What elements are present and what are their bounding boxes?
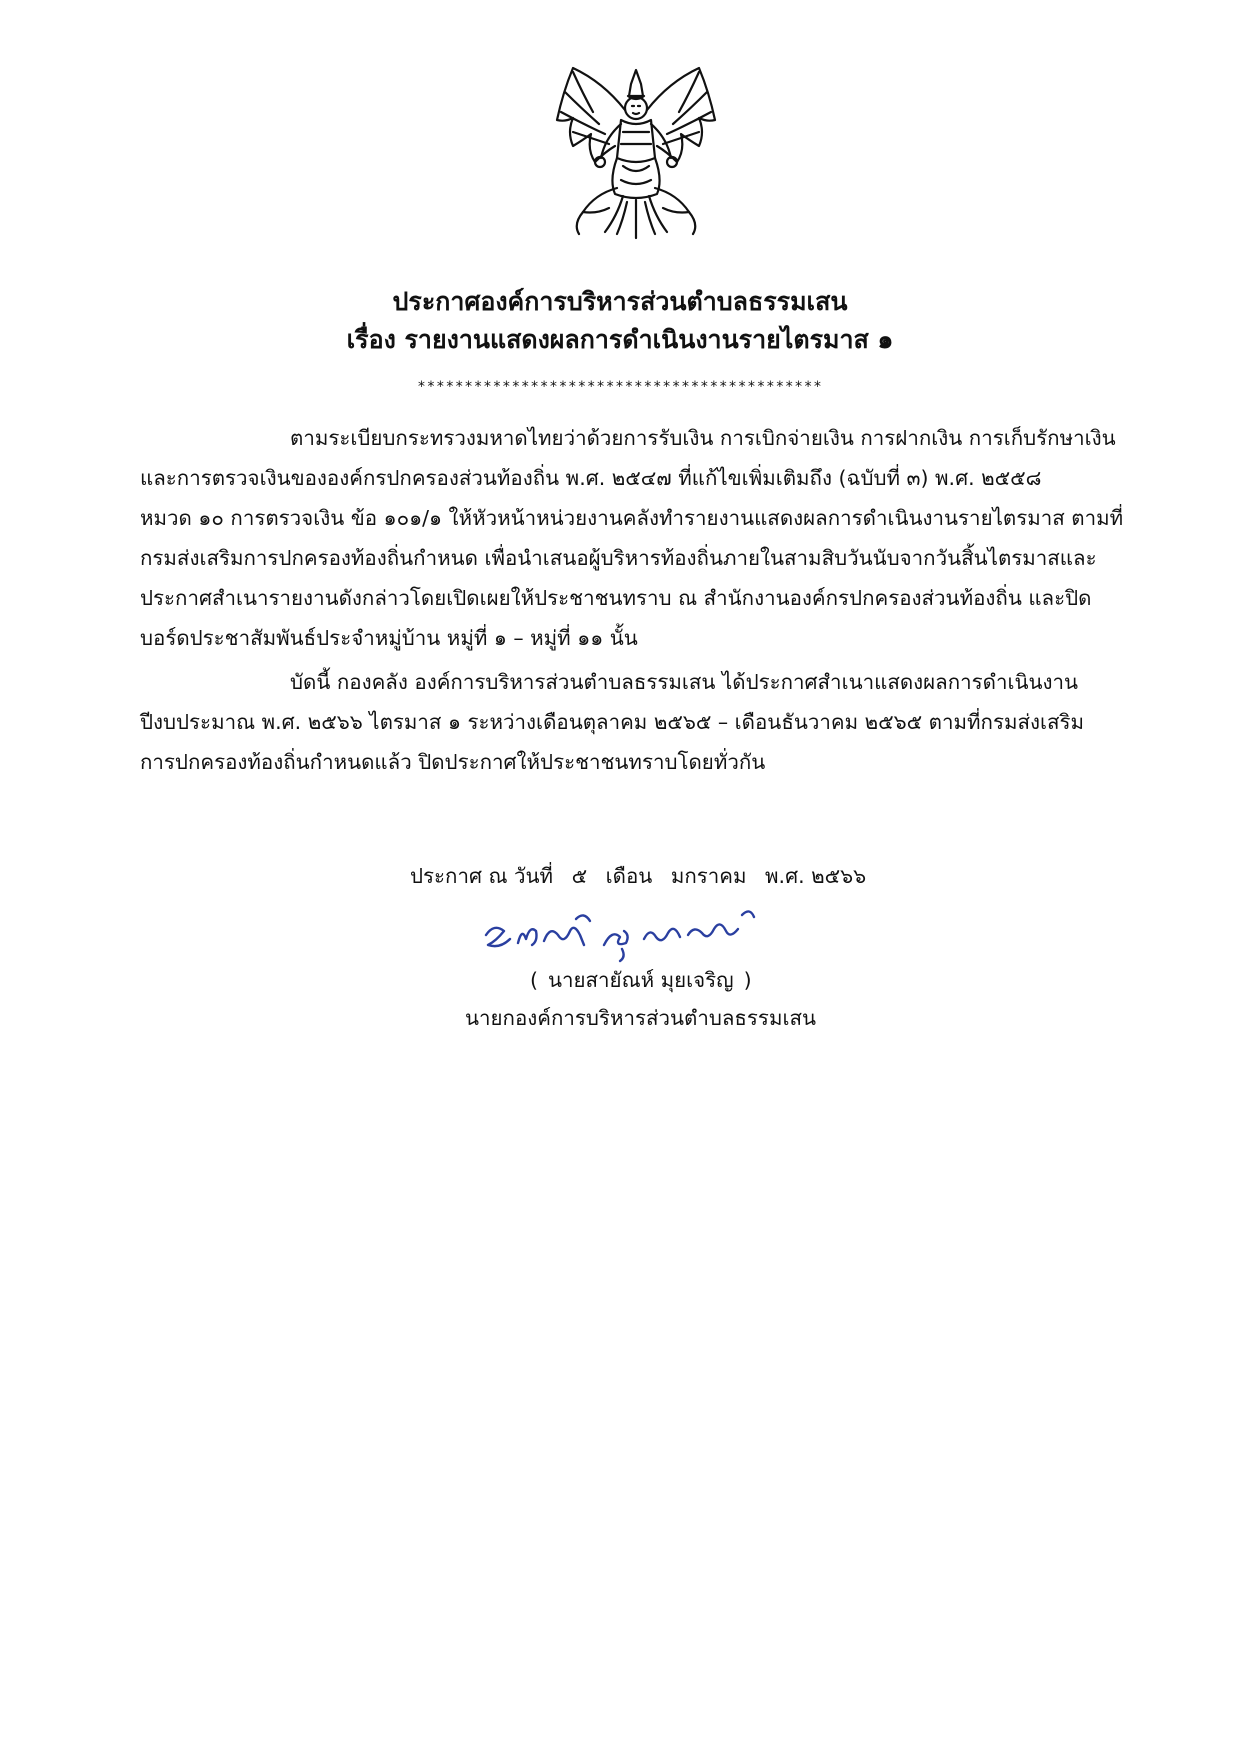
announcement-date	[410, 860, 878, 893]
date-day: ๕	[571, 864, 588, 888]
date-prefix: ประกาศ ณ วันที่	[410, 864, 554, 888]
signer-name: นายสายัณห์ มุยเจริญ	[548, 968, 734, 992]
paragraph-line: บอร์ดประชาสัมพันธ์ประจำหมู่บ้าน หมู่ที่ ๑ – หมู่ที่ ๑๑ นั้น	[140, 626, 638, 650]
date-year: พ.ศ. ๒๕๖๖	[765, 864, 867, 888]
garuda-emblem-icon	[543, 62, 729, 242]
date-month-label: เดือน	[605, 864, 653, 888]
close-paren: )	[743, 968, 752, 992]
paragraph-line: หมวด ๑๐ การตรวจเงิน ข้อ ๑๐๑/๑ ให้หัวหน้าหน่วยงานคลังทำรายงานแสดงผลการดำเนินงานรายไตรมาส ตามที่	[140, 506, 1124, 530]
paragraph-line: การปกครองท้องถิ่นกำหนดแล้ว ปิดประกาศให้ประชาชนทราบโดยทั่วกัน	[140, 750, 766, 774]
separator-line: *******************************************	[417, 379, 823, 395]
handwritten-signature	[480, 895, 810, 965]
date-month: มกราคม	[670, 864, 747, 888]
paragraph-line: ประกาศสำเนารายงานดังกล่าวโดยเปิดเผยให้ประชาชนทราบ ณ สำนักงานองค์กรปกครองส่วนท้องถิ่น และปิด	[140, 586, 1092, 610]
paragraph-line: กรมส่งเสริมการปกครองท้องถิ่นกำหนด เพื่อนำเสนอผู้บริหารท้องถิ่นภายในสามสิบวันนับจากวันสิ้นไตรมาสและ	[140, 546, 1097, 570]
paragraph-line: และการตรวจเงินขององค์กรปกครองส่วนท้องถิ่น พ.ศ. ๒๕๔๗ ที่แก้ไขเพิ่มเติมถึง (ฉบับที่ ๓) พ.ศ. ๒๕๕๘	[140, 466, 1042, 490]
signer-position: นายกองค์การบริหารส่วนตำบลธรรมเสน	[465, 1006, 816, 1030]
document-subject: เรื่อง รายงานแสดงผลการดำเนินงานรายไตรมาส ๑	[346, 325, 894, 354]
open-paren: (	[530, 968, 538, 992]
paragraph-line: บัดนี้ กองคลัง องค์การบริหารส่วนตำบลธรรมเสน ได้ประกาศสำเนาแสดงผลการดำเนินงาน	[290, 670, 1079, 694]
paragraph-line: ตามระเบียบกระทรวงมหาดไทยว่าด้วยการรับเงิน การเบิกจ่ายเงิน การฝากเงิน การเก็บรักษาเงิน	[290, 426, 1116, 450]
body-paragraph-1	[140, 418, 1135, 658]
paragraph-line: ปีงบประมาณ พ.ศ. ๒๕๖๖ ไตรมาส ๑ ระหว่างเดือนตุลาคม ๒๕๖๕ – เดือนธันวาคม ๒๕๖๕ ตามที่กรมส่งเสริม	[140, 710, 1085, 734]
body-paragraph-2	[140, 662, 1135, 782]
signer-name-line	[520, 964, 762, 997]
document-title: ประกาศองค์การบริหารส่วนตำบลธรรมเสน	[392, 287, 848, 316]
